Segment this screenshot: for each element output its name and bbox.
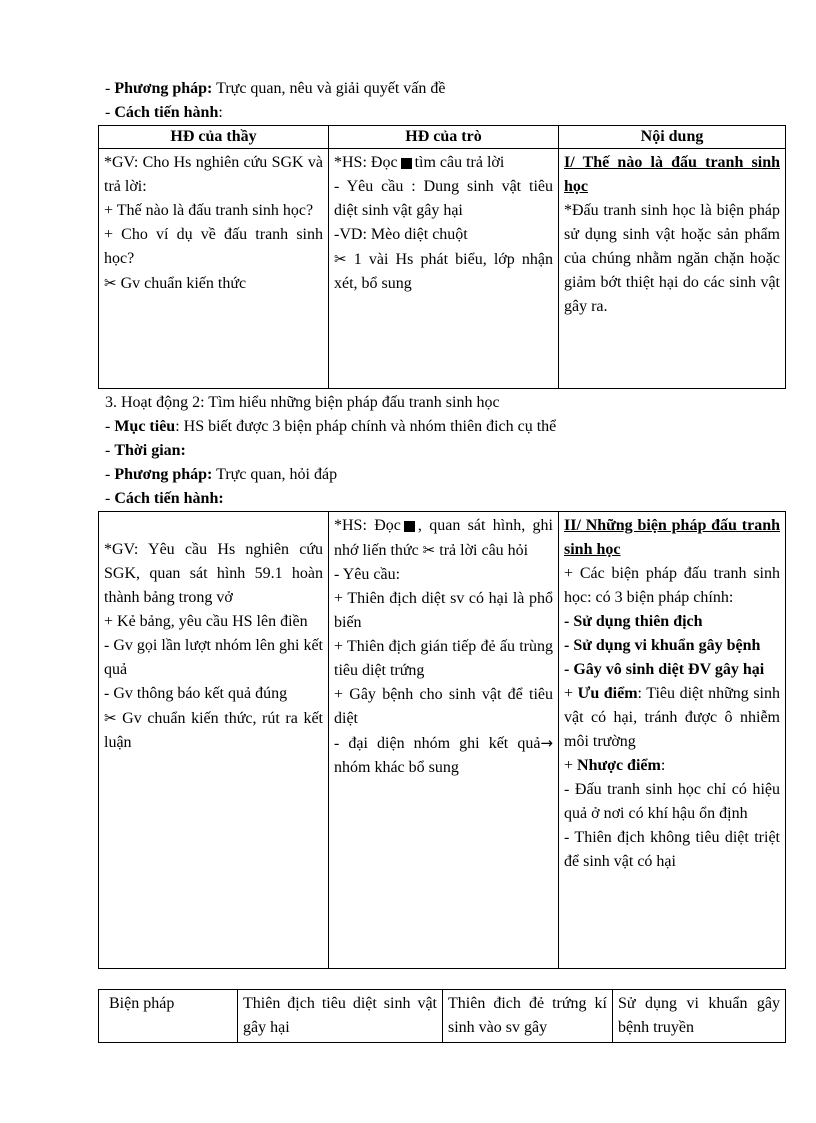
time-line: - Thời gian:	[105, 442, 186, 459]
black-square-icon	[401, 158, 412, 169]
activity-table-2	[98, 511, 786, 969]
header-teacher: HĐ của thầy	[99, 126, 329, 149]
table-row	[99, 512, 786, 969]
table-header-row	[99, 126, 786, 149]
teacher-cell: *GV: Yêu cầu Hs nghiên cứu SGK, quan sát hình 59.1 hoàn thành bảng trong vở + Kẻ bảng, yêu cầu HS lên điền - Gv gọi lần lượt nhóm lên ghi kết quả - Gv thông báo kết quả đúng ✂ Gv chuẩn kiến thức, rút ra kết luận	[99, 512, 329, 969]
table-row	[99, 990, 786, 1043]
student-cell: *HS: Đọc , quan sát hình, ghi nhớ liến thức ✂ trả lời câu hỏi - Yêu cầu: + Thiên địch diệt sv có hại là phổ biến + Thiên địch gián tiếp đẻ ấu trùng tiêu diệt trứng + Gây bệnh cho sinh vật để tiêu diệt - đại diện nhóm ghi kết quả→ nhóm khác bổ sung	[329, 512, 559, 969]
activity-table-1	[98, 125, 786, 389]
scissors-icon: ✂	[104, 274, 117, 292]
method-label: Phương pháp:	[114, 80, 213, 97]
procedure-label: Cách tiến hành	[114, 104, 219, 121]
header-content: Nội dung	[559, 126, 786, 149]
method-text: Trực quan, nêu và giải quyết vấn đề	[212, 80, 446, 97]
comparison-cell: Biện pháp	[99, 990, 238, 1043]
content-cell: I/ Thế nào là đấu tranh sinh học *Đấu tranh sinh học là biện pháp sử dụng sinh vật hoặc sản phẩm của chúng nhằm ngăn chặn hoặc giảm bớt thiệt hại do các sinh vật gây ra.	[559, 149, 786, 389]
arrow-right-icon: →	[540, 734, 553, 752]
teacher-cell: *GV: Cho Hs nghiên cứu SGK và trả lời: + Thế nào là đấu tranh sinh học? + Cho ví dụ về đấu tranh sinh học? ✂ Gv chuẩn kiến thức	[99, 149, 329, 389]
objective-line: - Mục tiêu: HS biết được 3 biện pháp chính và nhóm thiên đich cụ thể	[105, 418, 557, 435]
method-line: - Phương pháp: Trực quan, nêu và giải quyết vấn đề	[105, 80, 446, 97]
header-student: HĐ của trò	[329, 126, 559, 149]
table-row	[99, 149, 786, 389]
black-square-icon	[404, 521, 415, 532]
content-cell: II/ Những biện pháp đấu tranh sinh học + Các biện pháp đấu tranh sinh học: có 3 biện pháp chính: - Sử dụng thiên địch - Sử dụng vi khuẩn gây bệnh - Gây vô sinh diệt ĐV gây hại + Ưu điểm: Tiêu diệt những sinh vật có hại, tránh được ô nhiễm môi trường + Nhược điểm: - Đấu tranh sinh học chỉ có hiệu quả ở nơi có khí hậu ổn định - Thiên địch không tiêu diệt triệt để sinh vật có hại	[559, 512, 786, 969]
comparison-cell: Thiên địch tiêu diệt sinh vật gây hại	[238, 990, 443, 1043]
method-line-2: - Phương pháp: Trực quan, hỏi đáp	[105, 466, 338, 483]
procedure-line-2: - Cách tiến hành:	[105, 490, 224, 507]
student-cell: *HS: Đọc tìm câu trả lời - Yêu cầu : Dung sinh vật tiêu diệt sinh vật gây hại -VD: Mèo diệt chuột ✂ 1 vài Hs phát biểu, lớp nhận xét, bổ sung	[329, 149, 559, 389]
scissors-icon: ✂	[104, 709, 117, 727]
comparison-cell: Thiên đich đẻ trứng kí sinh vào sv gây	[443, 990, 613, 1043]
scissors-icon: ✂	[422, 541, 436, 559]
comparison-cell: Sử dụng vi khuẩn gây bệnh truyền	[613, 990, 786, 1043]
content-title: I/ Thế nào là đấu tranh sinh học	[564, 154, 780, 195]
comparison-table	[98, 989, 786, 1043]
activity-2-heading: 3. Hoạt động 2: Tìm hiểu những biện pháp đấu tranh sinh học	[105, 394, 500, 411]
scissors-icon: ✂	[334, 250, 347, 268]
procedure-line: - Cách tiến hành:	[105, 104, 223, 121]
content-title: II/ Những biện pháp đấu tranh sinh học	[564, 517, 780, 558]
